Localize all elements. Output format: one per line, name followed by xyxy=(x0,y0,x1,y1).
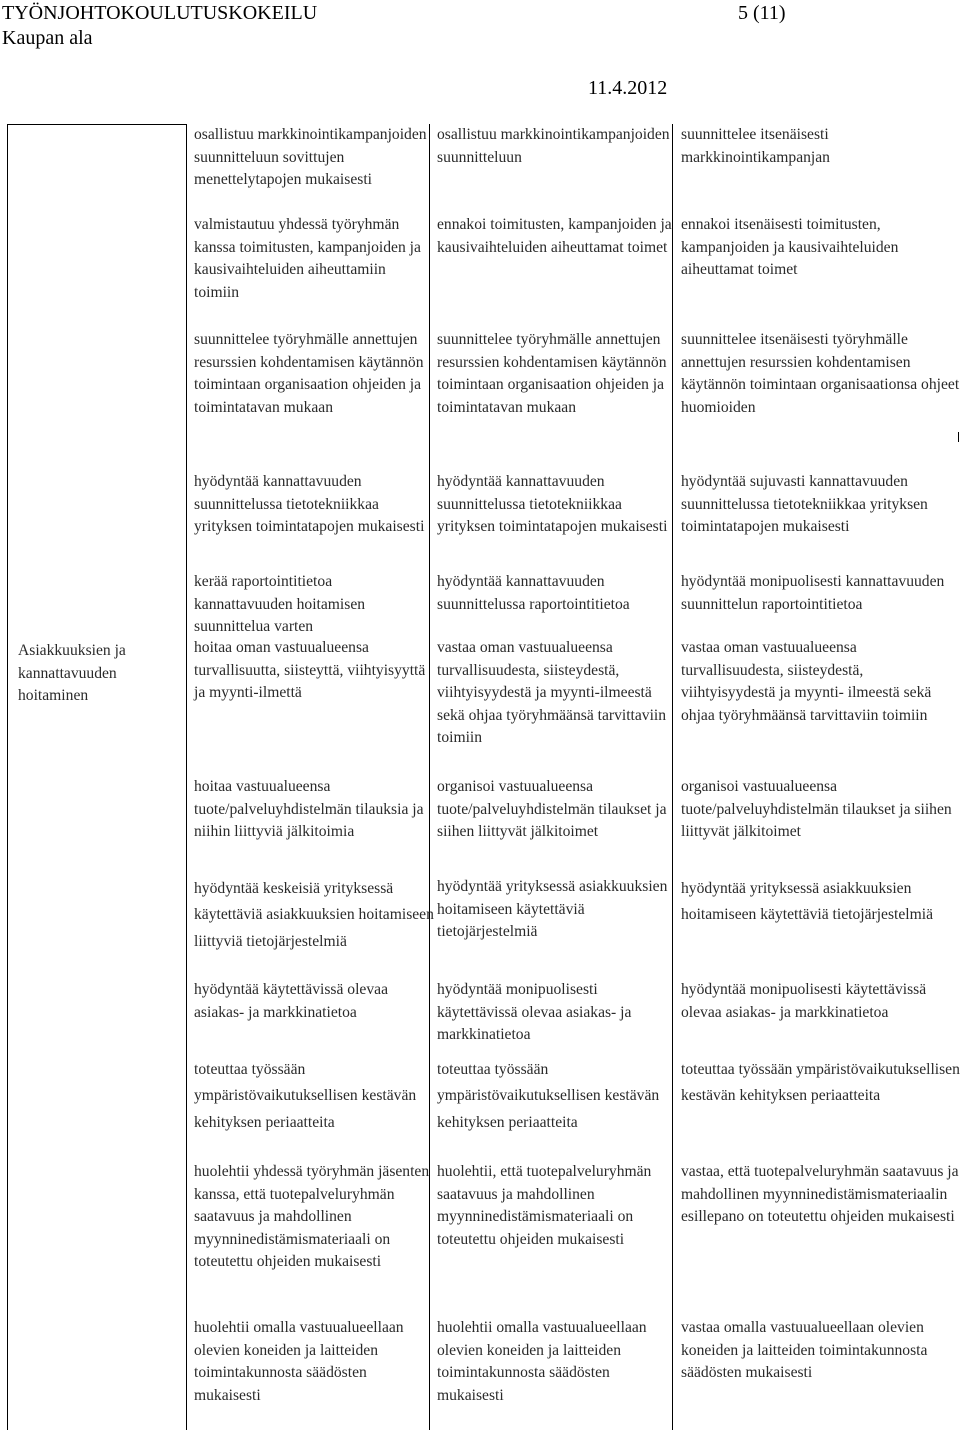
page-number: 5 (11) xyxy=(738,2,786,24)
row-8-excellent: hyödyntää yrityksessä asiakkuuksien hoitamiseen käytettäviä tietojärjestelmiä xyxy=(681,880,934,924)
row-1-excellent: suunnittelee itsenäisesti markkinointikampanjan xyxy=(681,126,830,166)
row-2-basic: valmistautuu yhdessä työryhmän kanssa toimitusten, kampanjoiden ja kausivaihteluiden aiheuttamiin toimiin xyxy=(194,216,421,301)
document-subtitle: Kaupan ala xyxy=(2,27,93,49)
row-8-good: hyödyntää yrityksessä asiakkuuksien hoitamiseen käytettäviä tietojärjestelmiä xyxy=(437,878,668,941)
document-date: 11.4.2012 xyxy=(588,77,668,99)
row-11-excellent: vastaa, että tuotepalveluryhmän saatavuus ja mahdollinen myynninedistämismateriaalin esillepano on toteutettu ohjeiden mukaisesti xyxy=(681,1163,959,1226)
row-5-good: hyödyntää kannattavuuden suunnittelussa raportointitietoa xyxy=(437,573,630,613)
row-10-basic: toteuttaa työssään ympäristövaikutuksellisen kestävän kehityksen periaatteita xyxy=(194,1061,417,1131)
row-9-basic: hyödyntää käytettävissä olevaa asiakas- ja markkinatietoa xyxy=(194,981,388,1021)
row-12-basic: huolehtii omalla vastuualueellaan olevien koneiden ja laitteiden toimintakunnosta säädösten mukaisesti xyxy=(194,1319,404,1404)
table-left-border xyxy=(7,124,8,1430)
table-top-border xyxy=(7,124,187,125)
row-9-excellent: hyödyntää monipuolisesti käytettävissä olevaa asiakas- ja markkinatietoa xyxy=(681,981,927,1021)
row-1-basic: osallistuu markkinointikampanjoiden suunnitteluun sovittujen menettelytapojen mukaisesti xyxy=(194,126,427,189)
row-5-basic: kerää raportointitietoa kannattavuuden hoitamisen suunnittelua varten xyxy=(194,573,366,636)
row-11-basic: huolehtii yhdessä työryhmän jäsenten kanssa, että tuotepalveluryhmän saatavuus ja mahdollinen myynninedistämismateriaali on toteutettu ohjeiden mukaisesti xyxy=(194,1163,430,1271)
row-11-good: huolehtii, että tuotepalveluryhmän saatavuus ja mahdollinen myynninedistämismateriaali on toteutettu ohjeiden mukaisesti xyxy=(437,1163,652,1248)
row-8-basic: hyödyntää keskeisiä yrityksessä käytettäviä asiakkuuksien hoitamiseen liittyviä tietojärjestelmiä xyxy=(194,880,434,950)
row-12-excellent: vastaa omalla vastuualueellaan olevien koneiden ja laitteiden toimintakunnosta säädösten mukaisesti xyxy=(681,1319,928,1382)
competence-area-label: Asiakkuuksien ja kannattavuuden hoitaminen xyxy=(18,642,126,705)
row-5-excellent: hyödyntää monipuolisesti kannattavuuden suunnittelun raportointitietoa xyxy=(681,573,945,613)
row-6-excellent: vastaa oman vastuualueensa turvallisuudesta, siisteydestä, viihtyisyydestä ja myynti- ilmeestä sekä ohjaa työryhmäänsä tarvittaviin toimiin xyxy=(681,639,932,724)
row-3-good: suunnittelee työryhmälle annettujen resurssien kohdentamisen käytännön toimintaan organisaation ohjeiden ja toimintatavan mukaan xyxy=(437,331,667,416)
row-6-good: vastaa oman vastuualueensa turvallisuudesta, siisteydestä, viihtyisyydestä ja myynti-ilmeestä sekä ohjaa työryhmäänsä tarvittaviin toimiin xyxy=(437,639,667,747)
row-10-good: toteuttaa työssään ympäristövaikutuksellisen kestävän kehityksen periaatteita xyxy=(437,1061,660,1131)
row-1-good: osallistuu markkinointikampanjoiden suunnitteluun xyxy=(437,126,670,166)
row-7-basic: hoitaa vastuualueensa tuote/palveluyhdistelmän tilauksia ja niihin liittyviä jälkitoimia xyxy=(194,778,424,841)
row-9-good: hyödyntää monipuolisesti käytettävissä olevaa asiakas- ja markkinatietoa xyxy=(437,981,632,1044)
row-12-good: huolehtii omalla vastuualueellaan olevien koneiden ja laitteiden toimintakunnosta säädösten mukaisesti xyxy=(437,1319,647,1404)
row-3-basic: suunnittelee työryhmälle annettujen resurssien kohdentamisen käytännön toimintaan organisaation ohjeiden ja toimintatavan mukaan xyxy=(194,331,424,416)
row-7-good: organisoi vastuualueensa tuote/palveluyhdistelmän tilaukset ja siihen liittyvät jälkitoimet xyxy=(437,778,667,841)
row-10-excellent: toteuttaa työssään ympäristövaikutuksellisen kestävän kehityksen periaatteita xyxy=(681,1061,960,1105)
row-2-excellent: ennakoi itsenäisesti toimitusten, kampanjoiden ja kausivaihteluiden aiheuttamat toimet xyxy=(681,216,899,279)
document-title: TYÖNJOHTOKOULUTUSKOKEILU xyxy=(2,2,318,24)
row-4-good: hyödyntää kannattavuuden suunnittelussa tietotekniikkaa yrityksen toimintatapojen mukaisesti xyxy=(437,473,668,536)
row-6-basic: hoitaa oman vastuualueensa turvallisuutta, siisteyttä, viihtyisyyttä ja myynti-ilmettä xyxy=(194,639,426,702)
row-7-excellent: organisoi vastuualueensa tuote/palveluyhdistelmän tilaukset ja siihen liittyvät jälkitoimet xyxy=(681,778,952,841)
table-right-tick xyxy=(958,432,959,442)
row-2-good: ennakoi toimitusten, kampanjoiden ja kausivaihteluiden aiheuttamat toimet xyxy=(437,216,672,256)
row-4-basic: hyödyntää kannattavuuden suunnittelussa tietotekniikkaa yrityksen toimintatapojen mukaisesti xyxy=(194,473,425,536)
row-4-excellent: hyödyntää sujuvasti kannattavuuden suunnittelussa tietotekniikkaa yrityksen toimintatapojen mukaisesti xyxy=(681,473,928,536)
table-column-divider xyxy=(186,124,187,1430)
row-3-excellent: suunnittelee itsenäisesti työryhmälle annettujen resurssien kohdentamisen käytännön toimintaan organisaationsa ohjeet huomioiden xyxy=(681,331,960,416)
